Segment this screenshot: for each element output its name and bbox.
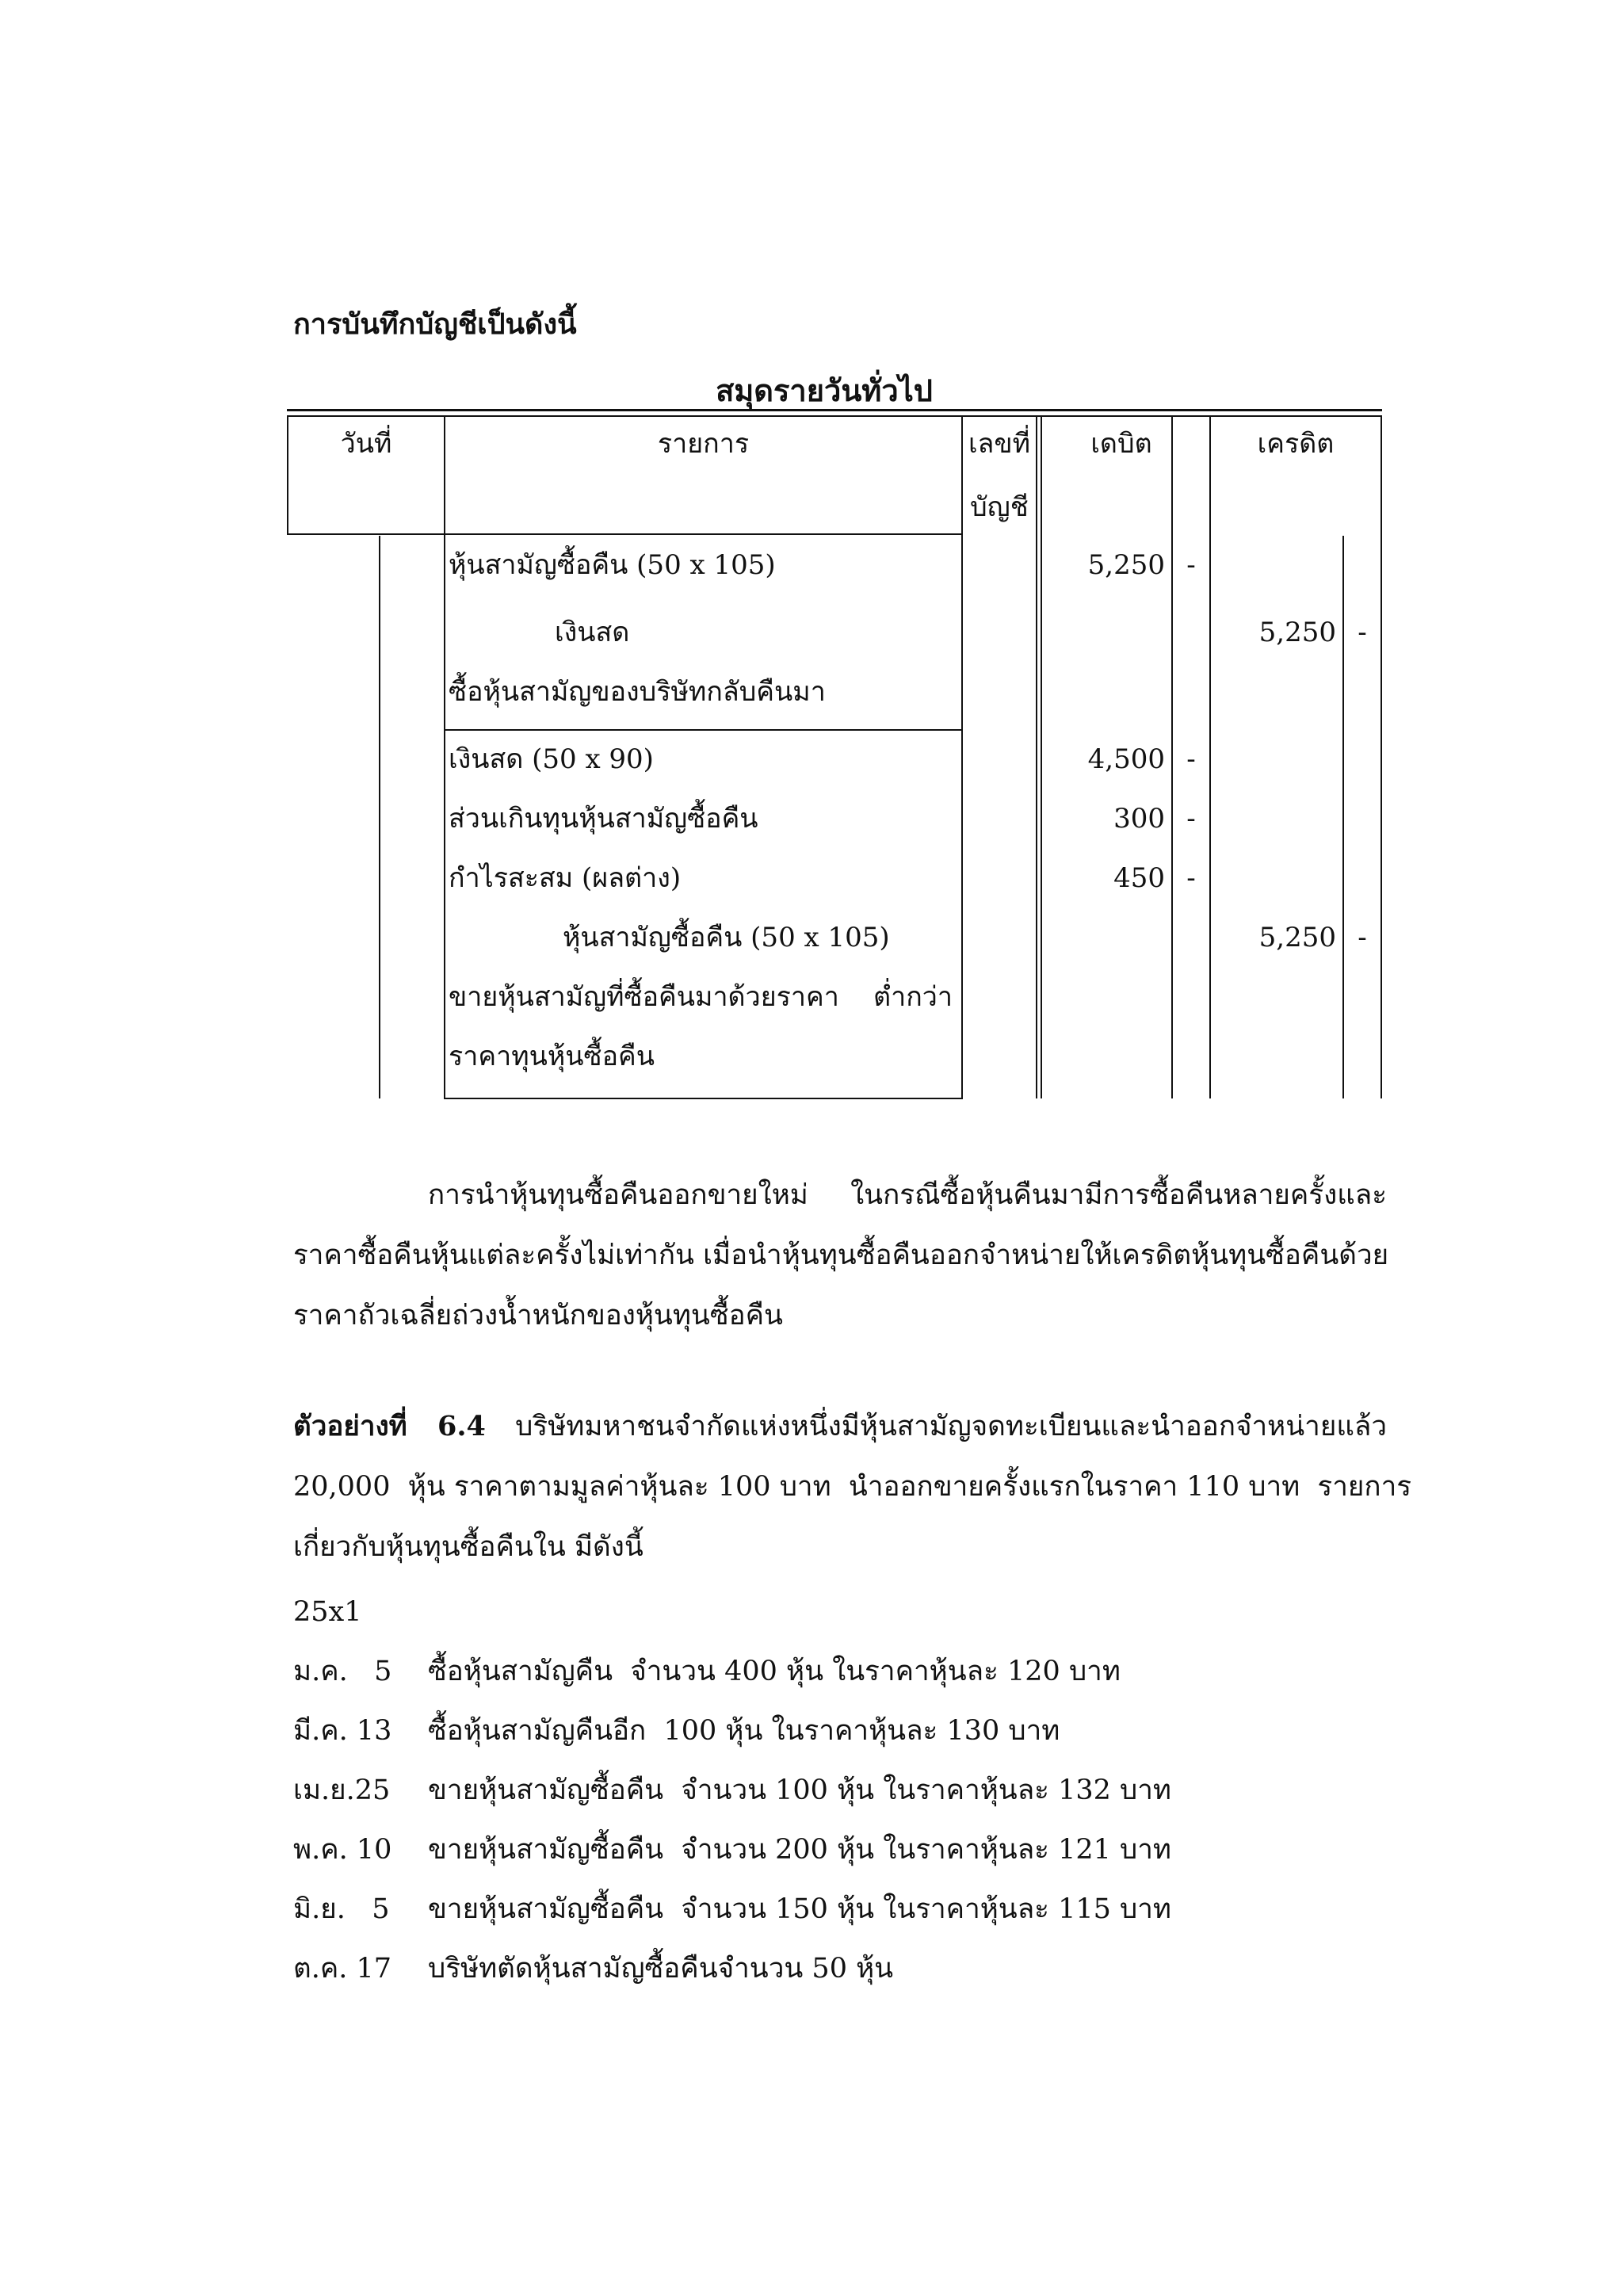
- explanation-paragraph: [293, 1165, 1387, 1346]
- paragraph-line-3: ราคาถัวเฉลี่ยถ่วงน้ำหนักของหุ้นทุนซื้อคืน: [293, 1300, 783, 1331]
- desc-left-border: [444, 415, 445, 1098]
- entry-separator: [444, 729, 963, 731]
- example-line-1: [293, 1396, 1387, 1457]
- example-block: [293, 1396, 1412, 1577]
- paragraph-line-2: ราคาซื้อคืนหุ้นแต่ละครั้งไม่เท่ากัน เมื่อนำหุ้นทุนซื้อคืนออกจำหน่ายให้เครดิตหุ้นทุนซื้อคืนด้วย: [293, 1240, 1389, 1271]
- list-item: [293, 1702, 1171, 1761]
- entry1-credit-amount: 5,250: [1258, 617, 1336, 648]
- entry2-line2: ส่วนเกินทุนหุ้นสามัญซื้อคืน: [449, 803, 758, 835]
- table-top-rule-inner: [287, 415, 1382, 417]
- transaction-text: ซื้อหุ้นสามัญคืนอีก 100 หุ้น ในราคาหุ้นละ 130 บาท: [428, 1715, 1060, 1747]
- example-line-2: 20,000 หุ้น ราคาตามมูลค่าหุ้นละ 100 บาท นำออกขายครั้งแรกในราคา 110 บาท รายการ: [293, 1471, 1412, 1503]
- header-date: วันที่: [340, 428, 392, 460]
- list-item: [293, 1642, 1171, 1702]
- example-year: 25x1: [293, 1596, 362, 1628]
- header-credit: เครดิต: [1257, 428, 1335, 460]
- transaction-text: ขายหุ้นสามัญซื้อคืน จำนวน 200 หุ้น ในราคาหุ้นละ 121 บาท: [428, 1834, 1171, 1866]
- journal-title: [0, 366, 1623, 415]
- transaction-text: ซื้อหุ้นสามัญคืน จำนวน 400 หุ้น ในราคาหุ้นละ 120 บาท: [428, 1656, 1121, 1687]
- transaction-text: บริษัทตัดหุ้นสามัญซื้อคืนจำนวน 50 หุ้น: [428, 1953, 894, 1985]
- list-item: [293, 1820, 1171, 1880]
- entry1-debit-amount: 5,250: [1087, 549, 1165, 581]
- header-ref-line1: เลขที่: [968, 428, 1031, 460]
- entry1-credit-account: เงินสด: [555, 617, 630, 648]
- entry2-line2-debit: 300: [1113, 803, 1165, 835]
- list-item: [293, 1761, 1171, 1820]
- transaction-date: มิ.ย. 5: [293, 1893, 390, 1925]
- entry1-credit-cents: -: [1358, 617, 1367, 648]
- entry2-line3-debit-cents: -: [1186, 862, 1196, 894]
- entry2-line6: ราคาทุนหุ้นซื้อคืน: [449, 1041, 655, 1072]
- entry1-explanation: ซื้อหุ้นสามัญของบริษัทกลับคืนมา: [449, 676, 826, 708]
- header-bottom-rule: [287, 533, 962, 535]
- entry1-debit-cents: -: [1186, 549, 1196, 581]
- table-top-rule: [287, 409, 1382, 411]
- entry2-line3: กำไรสะสม (ผลต่าง): [449, 862, 682, 894]
- entry2-line1-debit-cents: -: [1186, 743, 1196, 775]
- entry2-line5: ขายหุ้นสามัญที่ซื้อคืนมาด้วยราคา ต่ำกว่า: [449, 981, 953, 1013]
- transaction-text: ขายหุ้นสามัญซื้อคืน จำนวน 100 หุ้น ในราคาหุ้นละ 132 บาท: [428, 1775, 1171, 1806]
- paragraph-line-1: การนำหุ้นทุนซื้อคืนออกขายใหม่ ในกรณีซื้อหุ้นคืนมามีการซื้อคืนหลายครั้งและ: [428, 1179, 1387, 1211]
- journal-title-text: สมุดรายวันทั่วไป: [716, 372, 933, 408]
- entry2-line4-credit-cents: -: [1358, 922, 1367, 953]
- entry2-line4: หุ้นสามัญซื้อคืน (50 x 105): [563, 922, 890, 953]
- header-description: รายการ: [657, 428, 750, 460]
- example-label: ตัวอย่างที่ 6.4: [293, 1410, 486, 1442]
- transaction-date: เม.ย.25: [293, 1775, 391, 1806]
- transaction-date: ม.ค. 5: [293, 1656, 392, 1687]
- entry2-line1: เงินสด (50 x 90): [449, 743, 654, 775]
- header-debit: เดบิต: [1090, 428, 1152, 460]
- list-item: [293, 1939, 1171, 1999]
- entry2-line4-credit: 5,250: [1258, 922, 1336, 953]
- ref-right-border-2: [1041, 415, 1042, 1098]
- transaction-date: พ.ค. 10: [293, 1834, 392, 1866]
- desc-bottom-rule: [444, 1098, 963, 1099]
- credit-left-border: [1209, 415, 1211, 1098]
- entry2-line1-debit: 4,500: [1087, 743, 1165, 775]
- example-line-1-text: บริษัทมหาชนจำกัดแห่งหนึ่งมีหุ้นสามัญจดทะเบียนและนำออกจำหน่ายแล้ว: [515, 1411, 1387, 1442]
- section-heading: การบันทึกบัญชีเป็นดังนี้: [293, 308, 577, 341]
- transaction-date: ต.ค. 17: [293, 1953, 392, 1985]
- day-subcolumn-line: [379, 536, 380, 1098]
- credit-right-border: [1381, 415, 1382, 1098]
- transaction-date: มี.ค. 13: [293, 1715, 392, 1747]
- entry2-line2-debit-cents: -: [1186, 803, 1196, 835]
- entry1-debit-account: หุ้นสามัญซื้อคืน (50 x 105): [449, 549, 776, 581]
- example-line-3: เกี่ยวกับหุ้นทุนซื้อคืนใน มีดังนี้: [293, 1531, 643, 1563]
- list-item: [293, 1880, 1171, 1939]
- ref-right-border-1: [1036, 415, 1037, 1098]
- transaction-list: [293, 1642, 1171, 1999]
- transaction-text: ขายหุ้นสามัญซื้อคืน จำนวน 150 หุ้น ในราคาหุ้นละ 115 บาท: [428, 1893, 1171, 1925]
- entry2-line3-debit: 450: [1113, 862, 1165, 894]
- header-ref-line2: บัญชี: [970, 491, 1029, 523]
